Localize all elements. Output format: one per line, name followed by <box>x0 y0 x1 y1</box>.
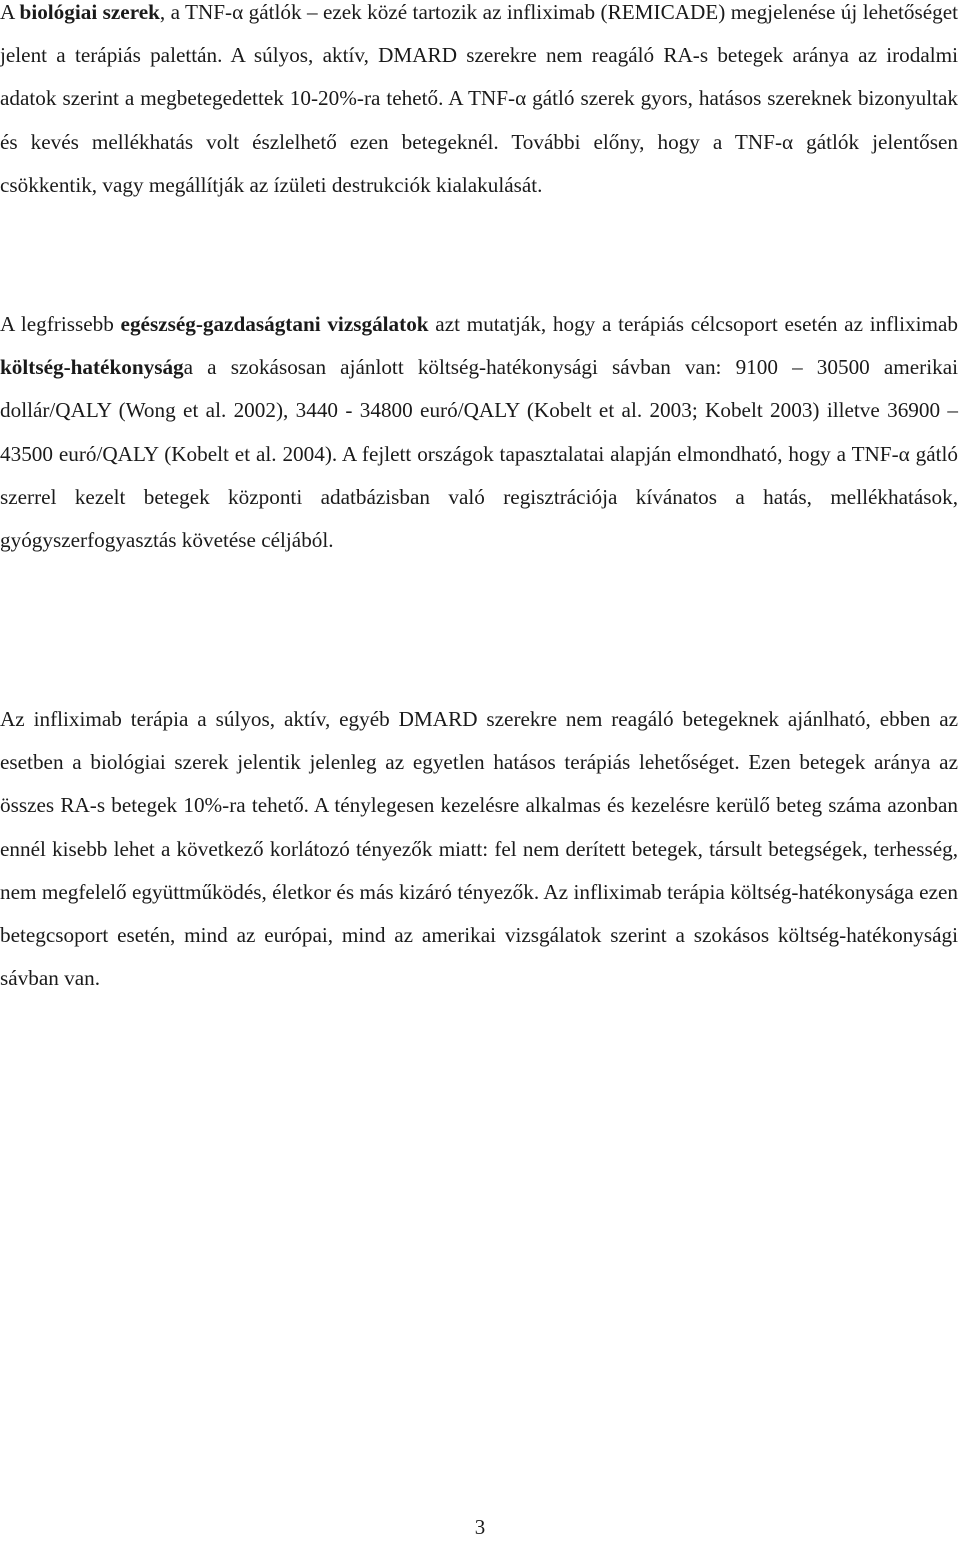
paragraph-health-economics <box>0 303 958 562</box>
text-segment: Az infliximab terápia a súlyos, aktív, egyéb DMARD szerekre nem reagáló betegeknek ajánlható, ebben az esetben a biológiai szerek jelentik jelenleg az egyetlen hatásos terápiás lehetőséget. Ezen betegek aránya az összes RA-s betegek 10%-ra tehető. A ténylegesen kezelésre alkalmas és kezelésre kerülő beteg száma azonban ennél kisebb lehet a következő korlátozó tényezők miatt: fel nem derített betegek, társult betegségek, terhesség, nem megfelelő együttműködés, életkor és más kizáró tényezők. Az infliximab terápia költség-hatékonysága ezen betegcsoport esetén, mind az európai, mind az amerikai vizsgálatok szerint a szokásos költség-hatékonysági sávban van. <box>0 707 958 991</box>
text-segment: , a TNF-α gátlók – ezek közé tartozik az infliximab (REMICADE) megjelenése új lehetőséget jelent a terápiás palettán. A súlyos, aktív, DMARD szerekre nem reagáló RA-s betegek aránya az irodalmi adatok szerint a megbetegedettek 10-20%-ra tehető. A TNF-α gátló szerek gyors, hatásos szereknek bizonyultak és kevés mellékhatás volt észlelhető ezen betegeknél. További előny, hogy a TNF-α gátlók jelentősen csökkentik, vagy megállítják az ízületi destrukciók kialakulását. <box>0 0 958 197</box>
text-segment: a a szokásosan ajánlott költség-hatékonysági sávban van: 9100 – 30500 amerikai dollár/QALY (Wong et al. 2002), 3440 - 34800 euró/QALY (Kobelt et al. 2003; Kobelt 2003) illetve 36900 – 43500 euró/QALY (Kobelt et al. 2004). A fejlett országok tapasztalatai alapján elmondható, hogy a TNF-α gátló szerrel kezelt betegek központi adatbázisban való regisztrációja kívánatos a hatás, mellékhatások, gyógyszerfogyasztás követése céljából. <box>0 355 958 553</box>
text-segment: A <box>0 0 20 24</box>
bold-term-health-economics: egészség-gazdaságtani vizsgálatok <box>120 312 429 336</box>
page-number: 3 <box>474 1515 486 1539</box>
text-segment: azt mutatják, hogy a terápiás célcsoport esetén az infliximab <box>428 312 958 336</box>
paragraph-infliximab-therapy <box>0 698 958 1000</box>
bold-term-biologic-agents: biológiai szerek <box>19 0 160 24</box>
bold-term-cost-effectiveness: költség-hatékonyság <box>0 355 184 380</box>
paragraph-biologic-agents <box>0 0 958 207</box>
text-segment: A legfrissebb <box>0 312 121 336</box>
